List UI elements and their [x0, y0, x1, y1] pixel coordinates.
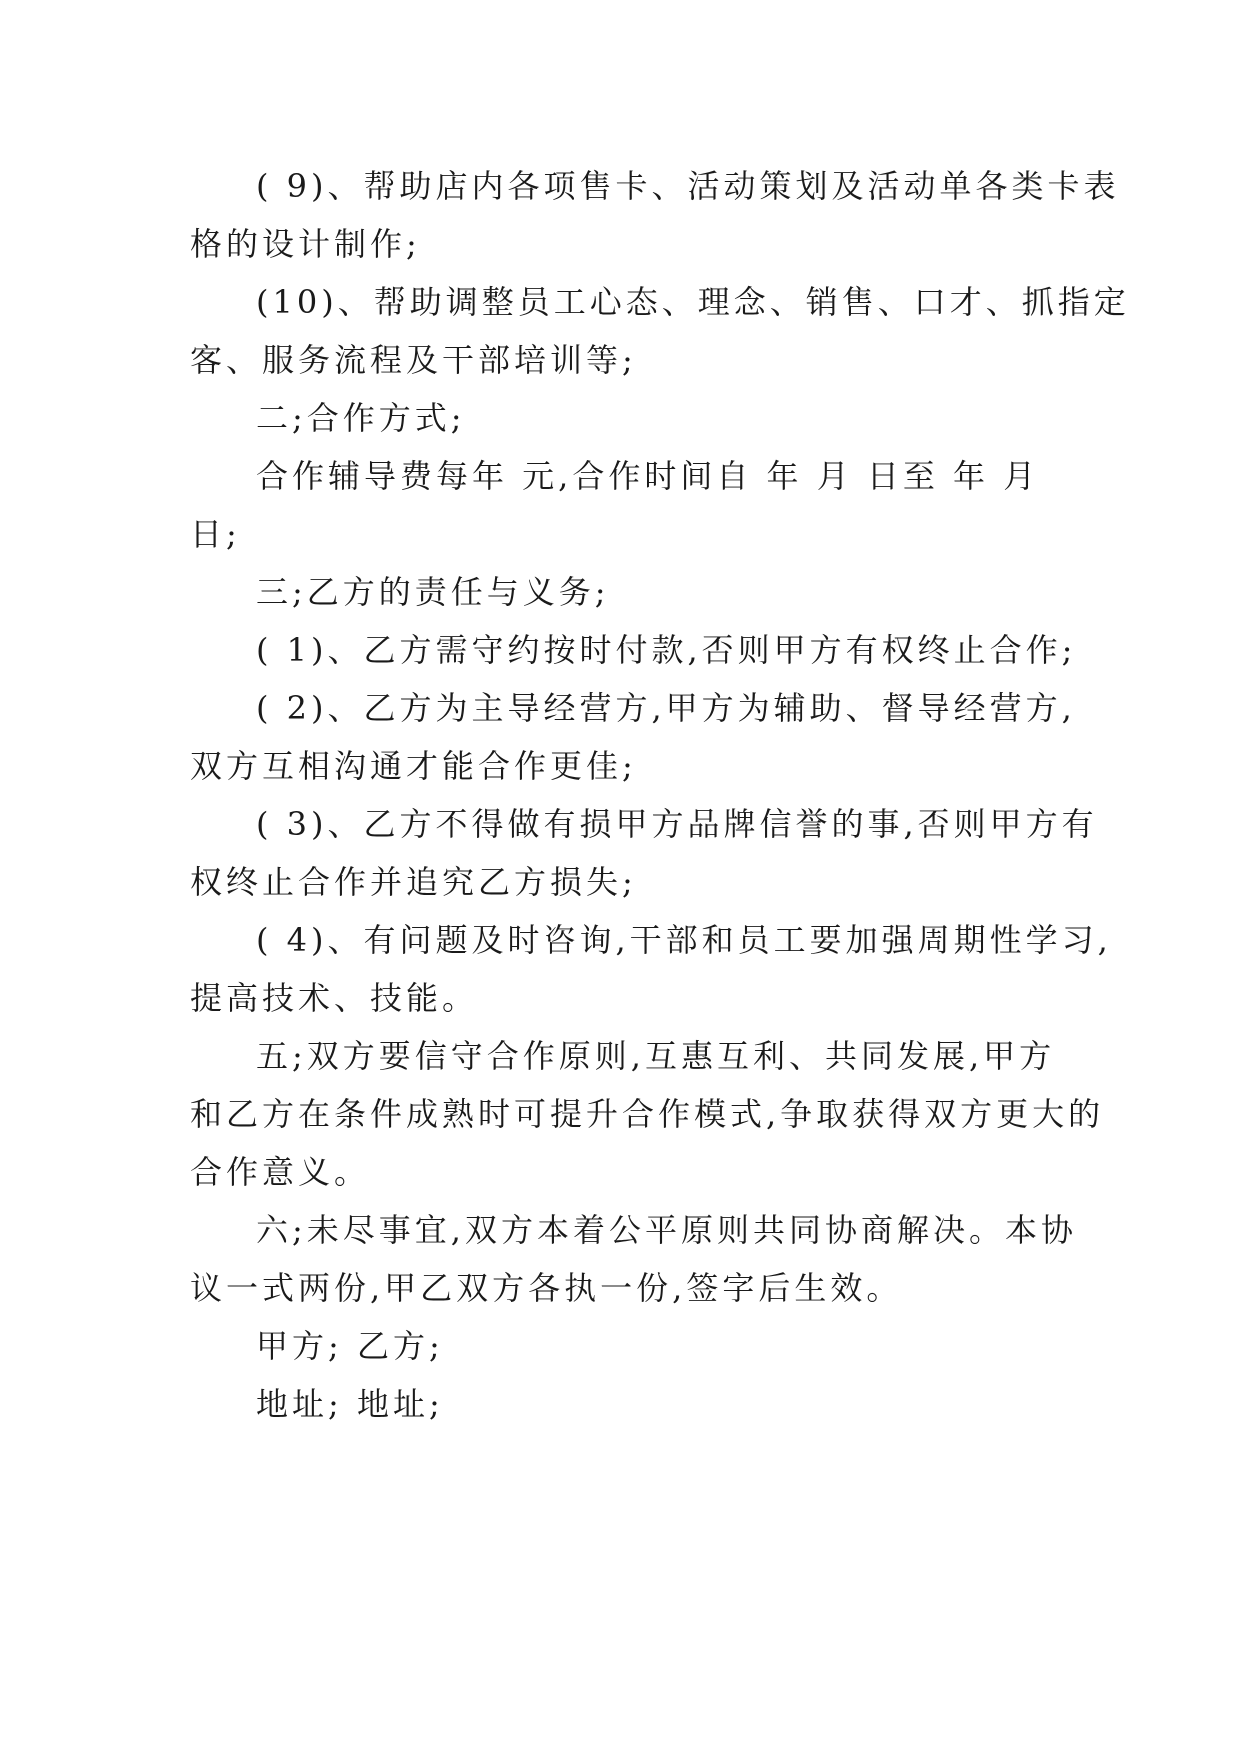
- section-5-line-2: 和乙方在条件成熟时可提升合作模式,争取获得双方更大的: [190, 1095, 1105, 1133]
- section-5-line-3: 合作意义。: [190, 1153, 371, 1191]
- clause-4-line-2: 提高技术、技能。: [190, 979, 479, 1017]
- party-address-line: 地址; 地址;: [256, 1385, 444, 1423]
- section-2-heading: 二;合作方式;: [256, 399, 466, 437]
- clause-10-line-2: 客、服务流程及干部培训等;: [190, 341, 637, 379]
- clause-3-line-2: 权终止合作并追究乙方损失;: [190, 863, 637, 901]
- fee-line-2: 日;: [190, 515, 241, 553]
- clause-2-line-1: ( 2)、乙方为主导经营方,甲方为辅助、督导经营方,: [256, 689, 1076, 727]
- party-signature-line: 甲方; 乙方;: [256, 1327, 444, 1365]
- clause-10-line-1: (10)、帮助调整员工心态、理念、销售、口才、抓指定: [256, 283, 1130, 321]
- clause-2-line-2: 双方互相沟通才能合作更佳;: [190, 747, 637, 785]
- section-3-heading: 三;乙方的责任与义务;: [256, 573, 610, 611]
- fee-line-1: 合作辅导费每年 元,合作时间自 年 月 日至 年 月: [256, 457, 1040, 495]
- section-6-line-2: 议一式两份,甲乙双方各执一份,签字后生效。: [190, 1269, 903, 1307]
- clause-4-line-1: ( 4)、有问题及时咨询,干部和员工要加强周期性学习,: [256, 921, 1112, 959]
- section-5-line-1: 五;双方要信守合作原则,互惠互利、共同发展,甲方: [256, 1037, 1056, 1075]
- section-6-line-1: 六;未尽事宜,双方本着公平原则共同协商解决。本协: [256, 1211, 1077, 1249]
- clause-1-line-1: ( 1)、乙方需守约按时付款,否则甲方有权终止合作;: [256, 631, 1077, 669]
- clause-9-line-1: ( 9)、帮助店内各项售卡、活动策划及活动单各类卡表: [256, 167, 1120, 205]
- clause-9-line-2: 格的设计制作;: [190, 225, 421, 263]
- clause-3-line-1: ( 3)、乙方不得做有损甲方品牌信誉的事,否则甲方有: [256, 805, 1098, 843]
